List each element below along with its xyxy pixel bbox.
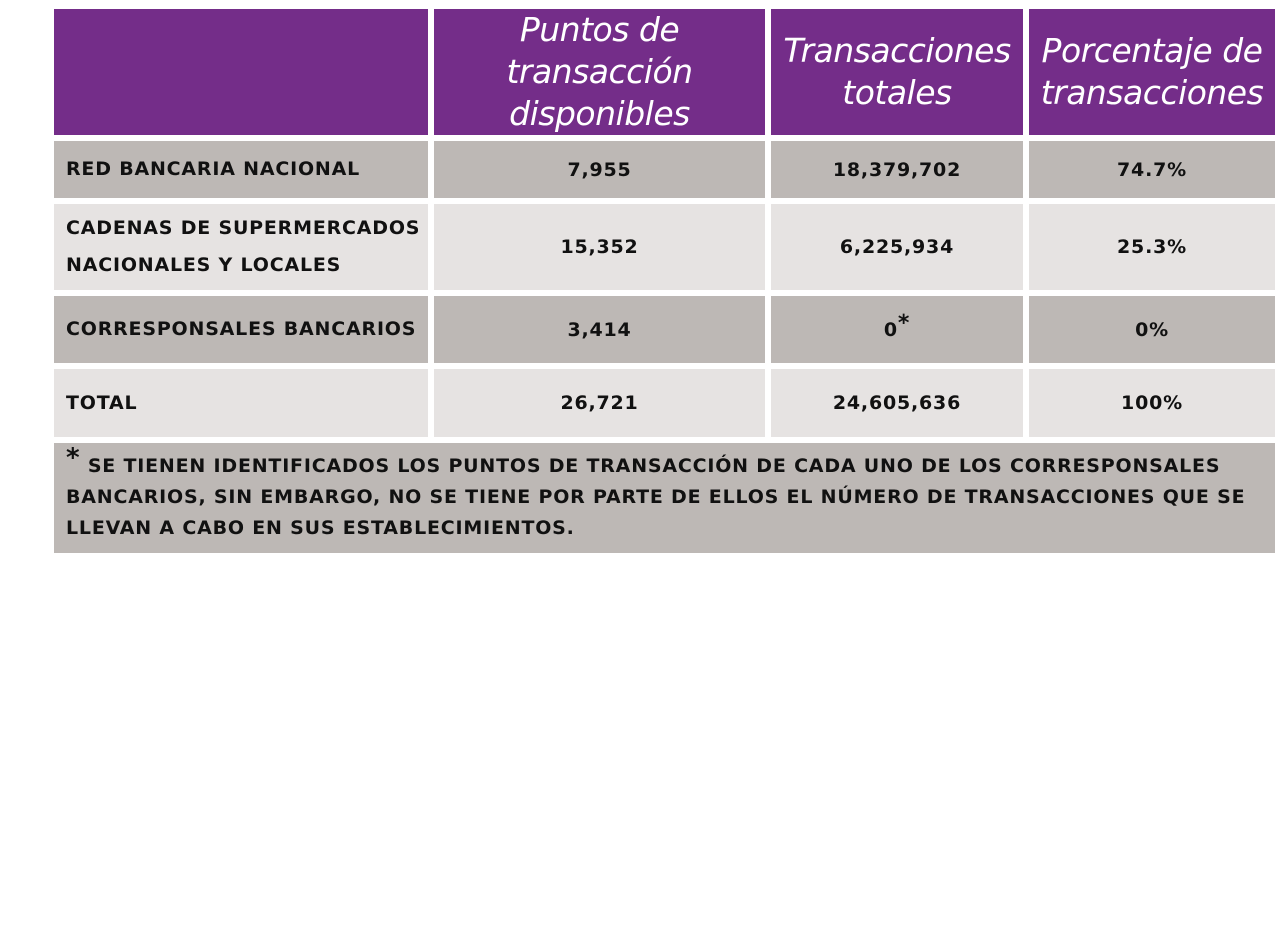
- row-label: [54, 204, 428, 290]
- row-transactions: [771, 296, 1023, 363]
- header-empty-cell: [54, 9, 428, 135]
- row-label-line: TOTAL: [66, 391, 138, 414]
- header-points: [434, 9, 765, 135]
- row-label: [54, 296, 428, 363]
- header-percentage: [1029, 9, 1275, 135]
- header-transactions-line-1: Transacciones: [783, 31, 1011, 70]
- footnote-line-3: LLEVAN A CABO EN SUS ESTABLECIMIENTOS.: [66, 517, 575, 539]
- row-label-line: RED BANCARIA NACIONAL: [66, 158, 361, 180]
- row-percentage: 74.7%: [1029, 141, 1275, 198]
- row-percentage: 25.3%: [1029, 204, 1275, 290]
- row-label: [54, 369, 428, 437]
- row-points: 26,721: [434, 369, 765, 437]
- footnote-line-2: BANCARIOS, SIN EMBARGO, NO SE TIENE POR PARTE DE ELLOS EL NÚMERO DE TRANSACCIONES QUE SE: [66, 486, 1246, 508]
- footnote-line-1: SE TIENEN IDENTIFICADOS LOS PUNTOS DE TRANSACCIÓN DE CADA UNO DE LOS CORRESPONSALES: [87, 455, 1221, 477]
- row-label-line-2: NACIONALES Y LOCALES: [66, 254, 342, 276]
- row-points: 7,955: [434, 141, 765, 198]
- footnote: [54, 443, 1275, 553]
- row-transactions: 6,225,934: [771, 204, 1023, 290]
- row-transactions-value: 0: [883, 318, 898, 341]
- row-label: [54, 141, 428, 198]
- header-points-line-2: disponibles: [509, 94, 690, 133]
- table-row-supermercados: [54, 204, 1275, 290]
- transactions-table: [48, 3, 1280, 559]
- header-percentage-line-2: transacciones: [1040, 73, 1264, 112]
- row-points: 3,414: [434, 296, 765, 363]
- table-row-red-bancaria: [54, 141, 1275, 198]
- asterisk-mark: *: [897, 310, 911, 336]
- row-points: 15,352: [434, 204, 765, 290]
- row-transactions: 24,605,636: [771, 369, 1023, 437]
- row-percentage: 100%: [1029, 369, 1275, 437]
- footnote-row: [54, 443, 1275, 553]
- header-percentage-line-1: Porcentaje de: [1041, 31, 1263, 70]
- row-label-line: CORRESPONSALES BANCARIOS: [66, 318, 417, 340]
- table-row-total: [54, 369, 1275, 437]
- header-row: [54, 9, 1275, 135]
- header-points-line-1: Puntos de transacción: [506, 10, 693, 91]
- row-percentage: 0%: [1029, 296, 1275, 363]
- footnote-asterisk: *: [66, 443, 81, 473]
- header-transactions: [771, 9, 1023, 135]
- table-row-corresponsales: [54, 296, 1275, 363]
- header-transactions-line-2: totales: [842, 73, 952, 112]
- row-transactions: 18,379,702: [771, 141, 1023, 198]
- row-label-line-1: CADENAS DE SUPERMERCADOS: [66, 217, 421, 239]
